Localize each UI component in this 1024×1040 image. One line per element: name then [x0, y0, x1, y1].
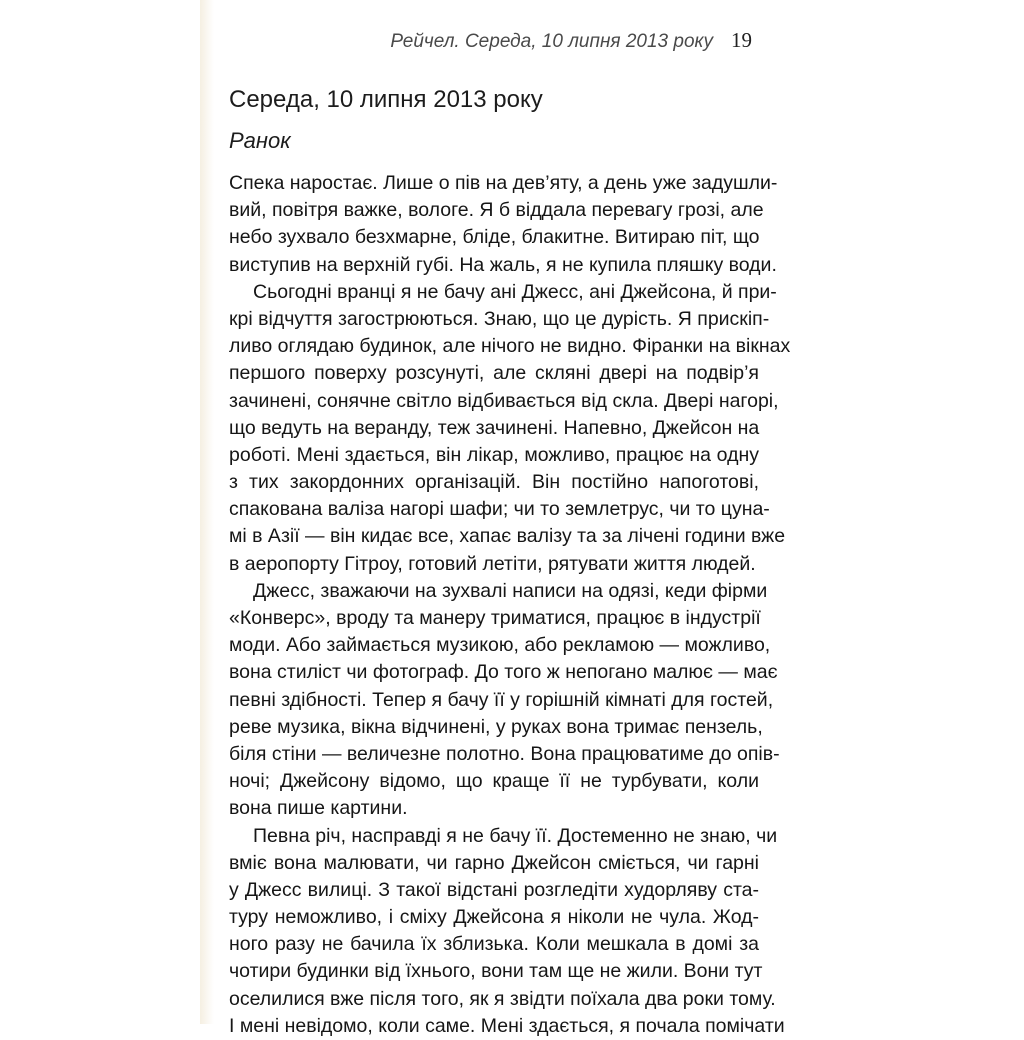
text-line: зачинені, сонячне світло відбивається від скла. Двері нагорі,: [229, 389, 779, 412]
text-line: крі відчуття загострюються. Знаю, що це дурість. Я прискіп-: [229, 307, 770, 330]
text-line: Спека наростає. Лише о пів на дев’яту, а день уже задушли-: [229, 172, 778, 194]
text-line: біля стіни — величезне полотно. Вона працюватиме до опів-: [229, 742, 780, 765]
text-line: моди. Або займається музикою, або рекламою — можливо,: [229, 634, 771, 657]
page-edge-shadow: [200, 0, 214, 1024]
text-line: певні здібності. Тепер я бачу її у горішній кімнаті для гостей,: [229, 688, 774, 711]
text-line: І мені невідомо, коли саме. Мені здається, я почала помічати: [229, 1014, 785, 1037]
text-line: туру неможливо, і сміху Джейсона я ніколи не чула. Жод-: [229, 906, 759, 929]
text-line: що ведуть на веранду, теж зачинені. Напевно, Джейсон на: [229, 416, 760, 439]
text-line: вміє вона малювати, чи гарно Джейсон сміється, чи гарні: [229, 851, 759, 874]
running-head-text: Рейчел. Середа, 10 липня 2013 року: [390, 31, 713, 52]
body-text: [229, 170, 791, 1040]
text-line: небо зухвало безхмарне, бліде, блакитне. Витираю піт, що: [229, 226, 760, 249]
text-line: вона пише картини.: [229, 797, 408, 820]
text-line: першого поверху розсунуті, але скляні двері на подвір’я: [229, 362, 759, 385]
text-line: в аеропорту Гітроу, готовий летіти, рятувати життя людей.: [229, 552, 756, 575]
text-line: вона стиліст чи фотограф. До того ж непогано малює — має: [229, 661, 778, 684]
text-line: виступив на верхній губі. На жаль, я не купила пляшку води.: [229, 253, 777, 276]
text-line: ночі; Джейсону відомо, що краще її не турбувати, коли: [229, 770, 759, 793]
text-line: чотири будинки від їхнього, вони там ще не жили. Вони тут: [229, 960, 763, 983]
text-line: «Конверс», вроду та манеру триматися, працює в індустрії: [229, 607, 761, 629]
text-line: у Джесс вилиці. З такої відстані розгледіти худорляву ста-: [229, 878, 759, 901]
chapter-title: Середа, 10 липня 2013 року: [229, 86, 543, 113]
text-line: вий, повітря важке, вологе. Я б віддала перевагу грозі, але: [229, 199, 764, 222]
text-line: з тих закордонних організацій. Він постійно напоготові,: [229, 471, 759, 494]
text-line: ного разу не бачила їх зблизька. Коли мешкала в домі за: [229, 933, 759, 956]
section-title: Ранок: [229, 128, 291, 153]
text-line: оселилися вже після того, як я звідти поїхала два роки тому.: [229, 987, 776, 1010]
text-line: Певна річ, насправді я не бачу її. Достеменно не знаю, чи: [253, 824, 778, 847]
text-line: спакована валіза нагорі шафи; чи то землетрус, чи то цуна-: [229, 498, 770, 521]
running-head: [390, 28, 752, 58]
text-line: ливо оглядаю будинок, але нічого не видно. Фіранки на вікнах: [229, 335, 791, 358]
text-line: роботі. Мені здається, він лікар, можливо, працює на одну: [229, 443, 759, 466]
text-line: Джесс, зважаючи на зухвалі написи на одязі, кеди фірми: [253, 579, 768, 602]
page-number: 19: [731, 28, 752, 52]
text-line: Сьогодні вранці я не бачу ані Джесс, ані Джейсона, й при-: [253, 280, 777, 303]
text-line: мі в Азії — він кидає все, хапає валізу та за лічені години вже: [229, 525, 786, 548]
text-line: реве музика, вікна відчинені, у руках вона тримає пензель,: [229, 715, 763, 738]
